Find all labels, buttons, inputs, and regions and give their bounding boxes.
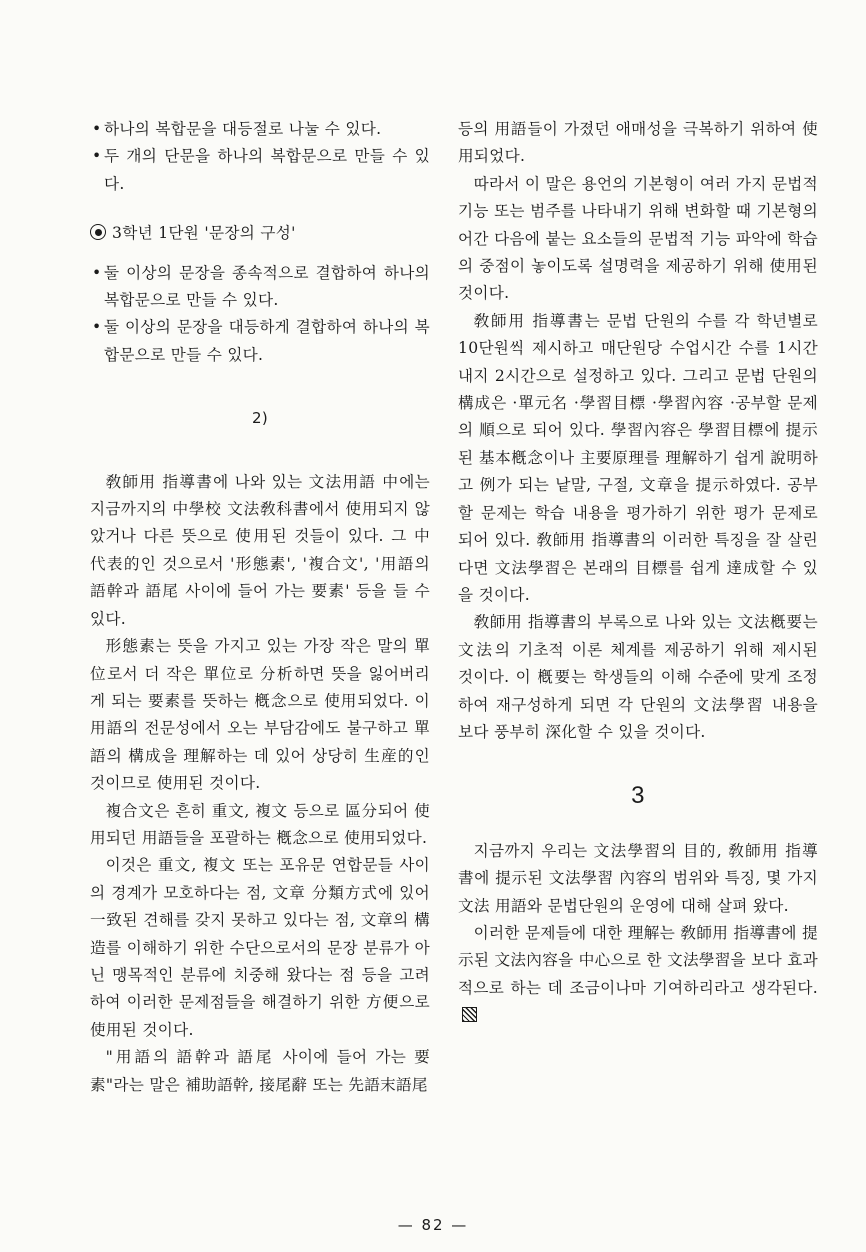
list-item-text: 둘 이상의 문장을 대등하게 결합하여 하나의 복합문으로 만들 수 있다. [104, 318, 430, 364]
objective-list-2 [90, 260, 430, 370]
right-column [458, 116, 818, 1030]
list-item [90, 314, 430, 369]
body-paragraph: 複合文은 흔히 重文, 複文 등으로 區分되어 使用되던 用語들을 포괄하는 槪念으로 使用되었다. [90, 801, 430, 847]
body-paragraph: 敎師用 指導書의 부록으로 나와 있는 文法槪要는 文法의 기초적 이론 체계를 제공하기 위해 제시된 것이다. 이 槪要는 학생들의 이해 수준에 맞게 조정하여 재구성하게 되면 각 단원의 文法學習 내용을 보다 풍부히 深化할 수 있을 것이다. [458, 613, 818, 741]
list-item [90, 116, 430, 143]
bullet-dot-icon: • [92, 318, 102, 337]
list-item [90, 143, 430, 198]
body-paragraph: 따라서 이 말은 용언의 기본형이 여러 가지 문법적 기능 또는 범주를 나타내기 위해 변화할 때 기본형의 어간 다음에 붙는 요소들의 문법적 기능 파악에 학습의 중점이 놓이도록 설명력을 제공하기 위해 使用된 것이다. [458, 174, 818, 303]
list-item-text: 하나의 복합문을 대등절로 나눌 수 있다. [104, 120, 382, 138]
bullet-dot-icon: • [92, 263, 102, 282]
subsection-mark: 2) [252, 409, 268, 428]
bullet-dot-icon: • [92, 147, 102, 166]
left-column [90, 116, 430, 1099]
list-item-text: 두 개의 단문을 하나의 복합문으로 만들 수 있다. [104, 147, 430, 193]
body-paragraph: 이것은 重文, 複文 또는 포유문 연합문들 사이의 경계가 모호하다는 점, 文章 分類方式에 있어 一致된 견해를 갖지 못하고 있다는 점, 文章의 構造를 이해하기 위한 수단으로서의 문장 분류가 아닌 맹목적인 분류에 치중해 왔다는 점 등을 고려하여 이러한 문제점들을 해결하기 위한 方便으로 使用된 것이다. [90, 856, 430, 1039]
body-paragraph: 敎師用 指導書는 문법 단원의 수를 각 학년별로 10단원씩 제시하고 매단원당 수업시간 수를 1시간 내지 2시간으로 설정하고 있다. 그리고 문법 단원의 構成은 ·單元名 ·學習目標 ·學習內容 ·공부할 문제의 順으로 되어 있다. 學習內容은 學習目標에 提示된 基本槪念이나 主要原理를 理解하기 쉽게 說明하고 例가 되는 낱말, 구절, 文章을 提示하였다. 공부할 문제는 학습 내용을 평가하기 위한 평가 문제로 되어 있다. 敎師用 指導書의 이러한 특징을 잘 살린다면 文法學習은 본래의 目標를 쉽게 達成할 수 있을 것이다. [458, 311, 818, 604]
page-number: — 82 — [397, 1216, 469, 1234]
body-paragraph: 지금까지 우리는 文法學習의 目的, 敎師用 指導書에 提示된 文法學習 內容의 범위와 특징, 몇 가지 文法 用語와 문법단원의 운영에 대해 살펴 왔다. [458, 841, 818, 915]
body-paragraph: 등의 用語들이 가졌던 애매성을 극복하기 위하여 使用되었다. [458, 120, 818, 166]
list-item-text: 둘 이상의 문장을 종속적으로 결합하여 하나의 복합문으로 만들 수 있다. [104, 263, 430, 310]
closing-text: 이러한 문제들에 대한 理解는 敎師用 指導書에 提示된 文法內容을 中心으로 한 文法學習을 보다 효과적으로 하는 데 조금이나마 기여하리라고 생각된다. [458, 923, 819, 997]
unit-heading-text: 3학년 1단원 '문장의 구성' [112, 224, 296, 243]
body-paragraph [458, 920, 818, 1030]
body-paragraph: 形態素는 뜻을 가지고 있는 가장 작은 말의 單位로서 더 작은 單位로 分析하면 뜻을 잃어버리게 되는 要素를 뜻하는 槪念으로 使用되었다. 이 用語의 전문성에서 오는 부담감에도 불구하고 單語의 構成을 理解하는 데 있어 상당히 生産的인 것이므로 使用된 것이다. [90, 637, 430, 793]
section-number: 3 [631, 782, 645, 810]
body-paragraph: "用語의 語幹과 語尾 사이에 들어 가는 要素"라는 말은 補助語幹, 接尾辭 또는 先語末語尾 [90, 1048, 430, 1094]
bullet-dot-icon: • [92, 120, 102, 138]
objective-list-1 [90, 116, 430, 198]
body-paragraph: 敎師用 指導書에 나와 있는 文法用語 中에는 지금까지의 中學校 文法敎科書에서 使用되지 않았거나 다른 뜻으로 使用된 것들이 있다. 그 中 代表的인 것으로서 '形態素', '複合文', '用語의 語幹과 語尾 사이에 들어 가는 要素' 등을 들 수 있다. [90, 472, 430, 628]
end-mark-icon [462, 1007, 477, 1022]
circled-dot-icon [90, 224, 106, 240]
list-item [90, 260, 430, 315]
unit-heading [90, 220, 430, 247]
